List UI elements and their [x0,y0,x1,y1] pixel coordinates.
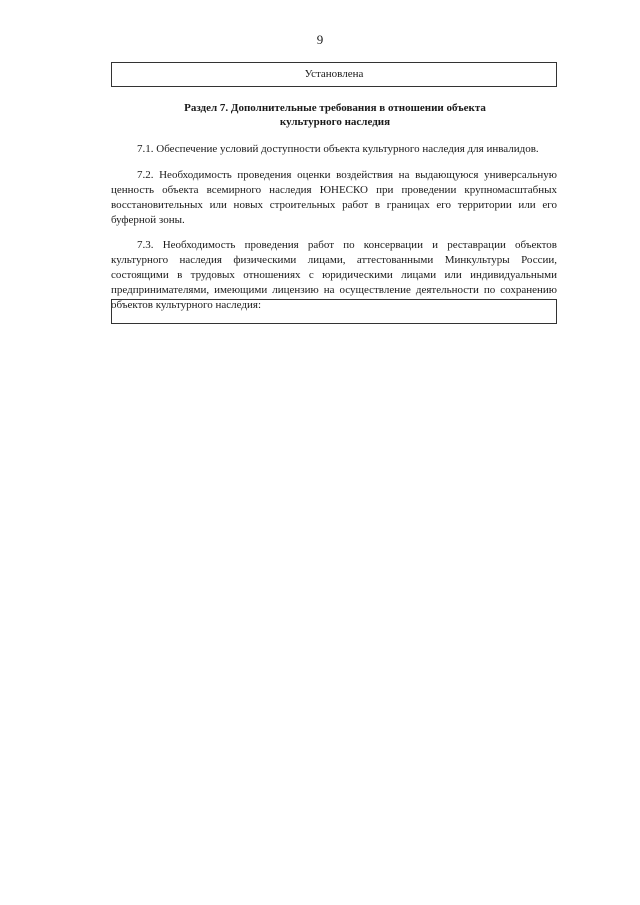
empty-value-box [111,299,557,324]
section-title-line1: Раздел 7. Дополнительные требования в отношении объекта [184,102,486,114]
page-number: 9 [316,32,324,47]
section-title [100,101,570,129]
paragraph-7-3: 7.3. Необходимость проведения работ по консервации и реставрации объектов культурного наследия физическими лицами, аттестованными Минкультуры России, состоящими в трудовых отношениях с юридическими лицами или индивидуальными предпринимателями, имеющими лицензию на осуществление деятельности по сохранению объектов культурного наследия: [111,239,557,311]
status-text: Установлена [304,68,364,80]
section-title-line2: культурного наследия [279,116,391,128]
paragraph-7-2: 7.2. Необходимость проведения оценки воздействия на выдающуюся универсальную ценность объекта всемирного наследия ЮНЕСКО при проведении крупномасштабных восстановительных или новых строительных работ в границах его территории или его буферной зоны. [111,169,557,226]
status-box [111,62,557,87]
paragraph-7-1: 7.1. Обеспечение условий доступности объекта культурного наследия для инвалидов. [137,143,539,155]
